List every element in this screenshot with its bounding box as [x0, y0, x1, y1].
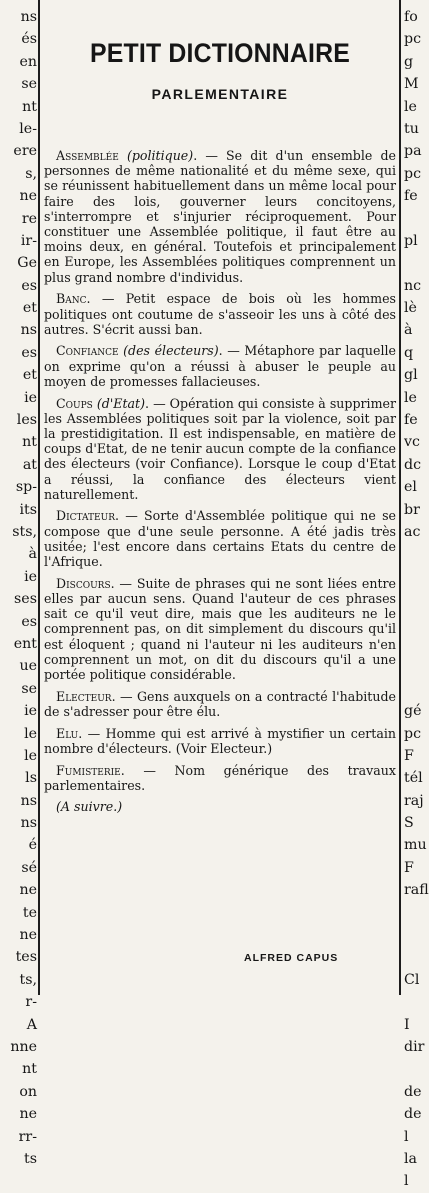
- column-fragment: ac: [404, 523, 421, 540]
- column-rule-right: [399, 0, 401, 995]
- entry-text: . — Gens auxquels on a contracté l'habitude de s'adresser pour être élu.: [44, 688, 396, 719]
- column-fragment: ne: [19, 882, 37, 899]
- column-fragment: nne: [10, 1038, 37, 1055]
- column-fragment: on: [19, 1083, 37, 1100]
- dictionary-entry: [44, 343, 396, 389]
- column-fragment: dir: [404, 1038, 425, 1055]
- column-fragment: mu: [404, 837, 427, 854]
- column-fragment: ls: [25, 770, 37, 787]
- entry-term: Electeur: [56, 688, 112, 704]
- entry-text: . — Homme qui est arrivé à mystifier un certain nombre d'électeurs. (Voir Electeur.): [44, 725, 396, 756]
- column-fragment: és: [21, 31, 37, 48]
- dictionary-entry: [44, 763, 396, 793]
- dictionary-entry: [44, 508, 396, 569]
- column-fragment: nt: [22, 1061, 37, 1078]
- column-fragment: s,: [25, 165, 37, 182]
- column-fragment: se: [21, 76, 37, 93]
- column-fragment: lè: [404, 300, 417, 317]
- column-fragment: ne: [19, 927, 37, 944]
- column-fragment: ts: [24, 1150, 37, 1167]
- entry-text: . — Nom générique des travaux parlementaires.: [44, 762, 396, 793]
- column-fragment: [404, 946, 426, 968]
- column-fragment: [404, 566, 426, 588]
- column-fragment: r-: [25, 994, 37, 1011]
- column-fragment: Cl: [404, 971, 420, 988]
- column-fragment: le: [24, 747, 37, 764]
- column-fragment: [404, 1058, 426, 1080]
- column-fragment: A: [26, 1016, 37, 1033]
- column-fragment: tél: [404, 770, 423, 787]
- column-fragment: gl: [404, 367, 418, 384]
- column-fragment: ere: [13, 143, 37, 160]
- column-fragment: at: [22, 456, 37, 473]
- column-fragment: pc: [404, 725, 422, 742]
- column-fragment: de: [404, 1106, 422, 1123]
- article-body: [44, 148, 396, 815]
- column-fragment: F: [404, 859, 414, 876]
- dictionary-entry: [44, 726, 396, 756]
- column-fragment: [404, 678, 426, 700]
- column-fragment: dc: [404, 456, 422, 473]
- column-fragment: nt: [22, 434, 37, 451]
- column-fragment: ns: [20, 322, 37, 339]
- column-fragment: le-: [19, 120, 37, 137]
- column-fragment: S: [404, 815, 414, 832]
- entry-text: . — Sorte d'Assemblée politique qui ne se compose que d'une seule personne. A été jadis très usitée; l'est encore dans certains Etats du centre de l'Afrique.: [44, 508, 396, 570]
- column-fragment: pc: [404, 165, 422, 182]
- entry-qualifier: (politique): [126, 148, 194, 163]
- column-fragment: le: [24, 725, 37, 742]
- column-fragment: la: [404, 1150, 417, 1167]
- entry-text: . — Métaphore par laquelle on exprime qu'on a réussi à abuser le peuple au moyen de promesses fallacieuses.: [44, 343, 396, 389]
- column-fragment: pc: [404, 31, 422, 48]
- article-subtitle: PARLEMENTAIRE: [151, 86, 289, 102]
- column-fragment: et: [22, 367, 37, 384]
- entry-term: Assemblée: [56, 148, 119, 163]
- entry-term: Elu: [56, 725, 79, 741]
- column-fragment: te: [22, 904, 37, 921]
- column-fragment: F: [404, 747, 414, 764]
- entry-text: . — Opération qui consiste à supprimer les Assemblées politiques soit par la violence, soit par la prestidigitation. Il est indispensable, en matière de coups d'Etat, de ne tenir aucun compte de la confiance des électeurs (voir Confiance). Lorsque le coup d'Etat a réussi, la confiance des électeurs vient naturellement.: [44, 395, 396, 502]
- column-fragment: br: [404, 501, 420, 518]
- column-fragment: I: [404, 1016, 410, 1033]
- column-fragment: de: [404, 1083, 422, 1100]
- column-fragment: its: [19, 501, 37, 518]
- column-fragment: fe: [404, 188, 418, 205]
- right-column-fragments: [404, 6, 429, 1193]
- column-fragment: [404, 611, 426, 633]
- column-fragment: pl: [404, 232, 418, 249]
- entry-term: Discours: [56, 575, 111, 591]
- column-fragment: [404, 252, 426, 274]
- dictionary-entry: [44, 148, 396, 285]
- entry-text: . — Suite de phrases qui ne sont liées entre elles par aucun sens. Quand l'auteur de ces phrases sait ce qu'il veut dire, mais que les auditeurs ne le comprennent pas, on dit simplement du discours qu'il est éloquent ; quand ni l'auteur ni les auditeurs n'en comprennent un mot, on dit du discours qu'il a une portée politique considérable.: [44, 575, 396, 682]
- column-fragment: rr-: [18, 1128, 37, 1145]
- dictionary-entry: [44, 396, 396, 502]
- column-fragment: es: [21, 344, 37, 361]
- column-fragment: [404, 991, 426, 1013]
- column-fragment: g: [404, 53, 414, 70]
- column-fragment: ns: [20, 792, 37, 809]
- column-fragment: et: [22, 300, 37, 317]
- column-fragment: sts,: [12, 523, 37, 540]
- left-column-fragments: [0, 6, 37, 1170]
- column-fragment: l: [404, 1128, 409, 1145]
- column-fragment: ir-: [20, 232, 37, 249]
- entry-term: Confiance: [56, 343, 119, 359]
- column-fragment: [404, 655, 426, 677]
- column-fragment: l: [404, 1173, 409, 1190]
- column-fragment: fe: [404, 412, 418, 429]
- entry-term: Fumisterie: [56, 762, 121, 778]
- column-fragment: ns: [20, 815, 37, 832]
- column-fragment: M: [404, 76, 419, 93]
- column-fragment: ie: [24, 703, 37, 720]
- column-fragment: [404, 588, 426, 610]
- entry-term: Dictateur: [56, 508, 115, 524]
- column-fragment: le: [404, 98, 417, 115]
- column-fragment: [404, 208, 426, 230]
- column-fragment: ie: [24, 568, 37, 585]
- column-fragment: el: [404, 479, 417, 496]
- column-fragment: é: [28, 837, 37, 854]
- column-fragment: es: [21, 277, 37, 294]
- dictionary-entry: [44, 291, 396, 337]
- column-fragment: pa: [404, 143, 422, 160]
- column-fragment: sp-: [15, 479, 37, 496]
- column-fragment: fo: [404, 9, 418, 25]
- dictionary-entry: [44, 689, 396, 719]
- column-fragment: sé: [21, 859, 37, 876]
- column-fragment: en: [19, 53, 37, 70]
- column-fragment: raj: [404, 792, 424, 809]
- column-fragment: [404, 633, 426, 655]
- column-fragment: vc: [404, 434, 420, 451]
- column-fragment: tu: [404, 120, 419, 137]
- column-fragment: ns: [20, 9, 37, 25]
- entry-qualifier: (d'Etat): [96, 395, 146, 411]
- column-fragment: [404, 902, 426, 924]
- entry-term: Banc: [56, 291, 87, 307]
- column-fragment: à: [28, 546, 37, 563]
- column-fragment: rafl: [404, 882, 429, 899]
- column-rule-left: [38, 0, 40, 995]
- entry-qualifier: (des électeurs): [123, 343, 219, 359]
- column-fragment: [404, 543, 426, 565]
- column-fragment: nc: [404, 277, 422, 294]
- column-fragment: à: [404, 322, 413, 339]
- column-fragment: tes: [15, 949, 37, 966]
- column-fragment: ses: [14, 591, 37, 608]
- entry-text: . — Petit espace de bois où les hommes politiques ont coutume de s'asseoir les uns à côté des autres. S'écrit aussi ban.: [44, 291, 396, 337]
- column-fragment: [404, 924, 426, 946]
- continuation-note: (A suivre.): [56, 799, 123, 815]
- entry-text: . — Se dit d'un ensemble de personnes de même nationalité et du même sexe, qui se réunissent habituellement dans un même local pour faire des lois, gouverner leurs concitoyens, s'interrompre et s'injurier réciproquement. Pour constituer une Assemblée politique, il faut être au moins deux, en général. Toutefois et principalement en Europe, les Assemblées politiques comprennent un plus grand nombre d'individus.: [44, 148, 396, 285]
- column-fragment: gé: [404, 703, 422, 720]
- entry-term: Coups: [56, 395, 93, 411]
- article-title: PETIT DICTIONNAIRE: [89, 38, 350, 68]
- column-fragment: Ge: [17, 255, 37, 272]
- column-fragment: es: [21, 613, 37, 630]
- column-fragment: le: [404, 389, 417, 406]
- column-fragment: ue: [19, 658, 37, 675]
- column-fragment: ts,: [19, 971, 37, 988]
- column-fragment: ie: [24, 389, 37, 406]
- column-fragment: ent: [13, 635, 37, 652]
- column-fragment: se: [21, 680, 37, 697]
- column-fragment: nt: [22, 98, 37, 115]
- column-fragment: re: [21, 210, 37, 227]
- column-fragment: ne: [19, 188, 37, 205]
- column-fragment: ne: [19, 1106, 37, 1123]
- author-signature: ALFRED CAPUS: [244, 952, 339, 964]
- dictionary-entry: [44, 576, 396, 682]
- column-fragment: q: [404, 344, 414, 361]
- column-fragment: les: [16, 412, 37, 429]
